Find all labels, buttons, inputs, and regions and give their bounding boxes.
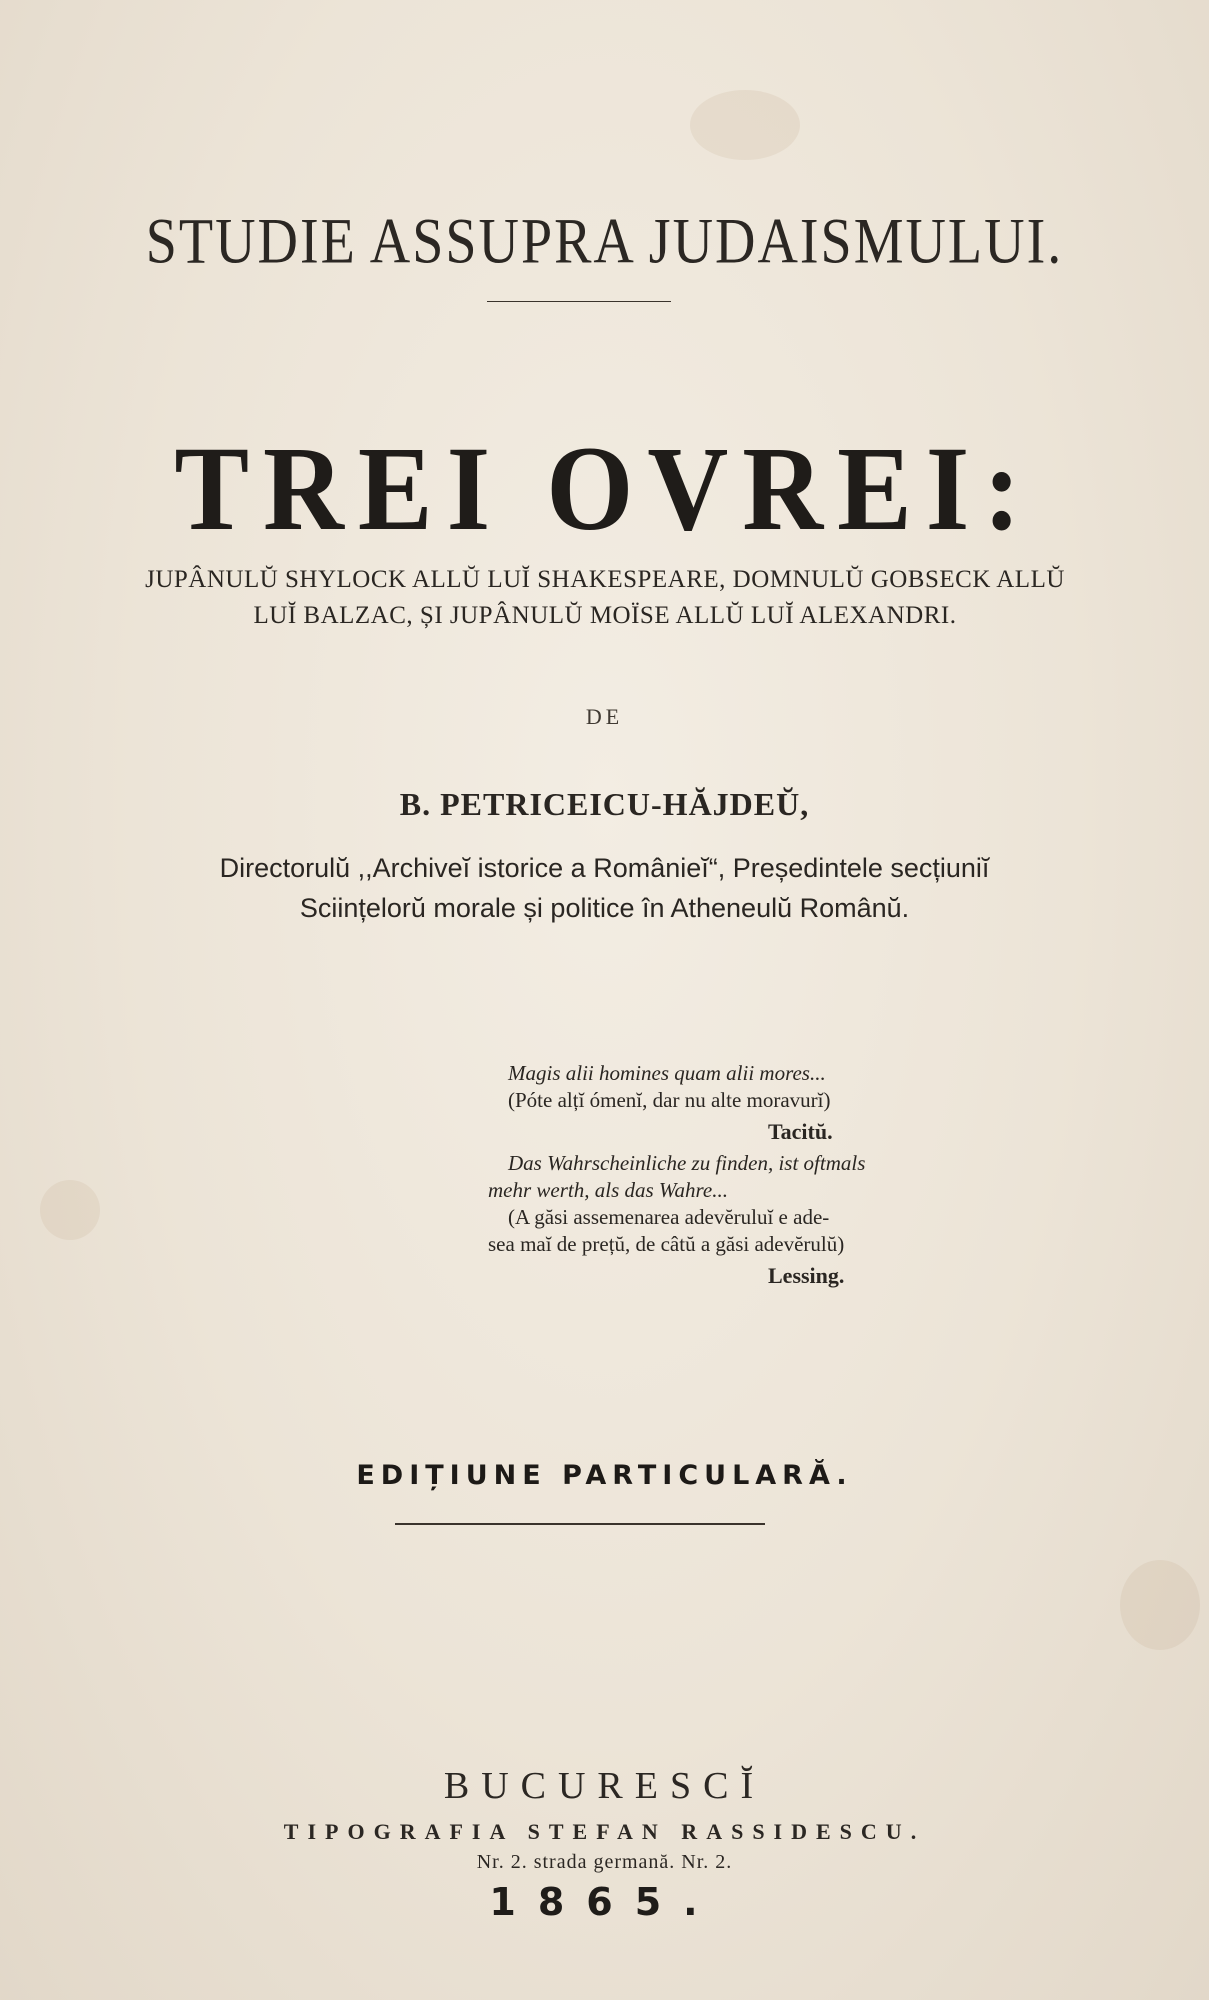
foxing-stain	[690, 90, 800, 160]
series-title: STUDIE ASSUPRA JUDAISMULUI.	[145, 206, 1064, 278]
imprint-printer: TIPOGRAFIA STEFAN RASSIDESCU.	[283, 1819, 926, 1844]
affiliation-line: Sciințelorŭ morale și politice în Atheneulŭ Românŭ.	[299, 893, 910, 923]
author-name: B. PETRICEICU-HĂJDEŬ,	[399, 786, 810, 822]
epigraph-original: mehr werth, als das Wahre...	[488, 1178, 728, 1202]
imprint-city: BUCURESCĬ	[443, 1765, 766, 1807]
epigraph-original: Das Wahrscheinliche zu finden, ist oftmals	[508, 1151, 866, 1175]
imprint-address: Nr. 2. strada germană. Nr. 2.	[476, 1851, 733, 1873]
author-affiliation	[0, 848, 1209, 928]
subtitle-line: JUPÂNULŬ SHYLOCK ALLŬ LUĬ SHAKESPEARE, DOMNULŬ GOBSECK ALLŬ	[145, 566, 1065, 593]
affiliation-line: Directorulŭ ,,Archiveĭ istorice a Românieĭ“, Președintele secțiuniĭ	[219, 853, 990, 883]
subtitle	[105, 562, 1105, 634]
by-label: DE	[585, 704, 624, 729]
edition-label: EDIȚIUNE PARTICULARĂ.	[356, 1460, 853, 1491]
main-title: TREI OVREI:	[174, 422, 1035, 557]
epigraph-original: Magis alii homines quam alii mores...	[508, 1061, 826, 1085]
divider-rule	[487, 301, 671, 302]
epigraph-attribution: Lessing.	[768, 1263, 845, 1288]
epigraph-translation: sea maĭ de prețŭ, de câtŭ a găsi adevĕrulŭ)	[488, 1232, 845, 1256]
epigraph-tacitus	[488, 1060, 1008, 1145]
epigraph-translation: (Póte alțĭ ómenĭ, dar nu alte moravurĭ)	[508, 1088, 831, 1112]
subtitle-line: LUĬ BALZAC, ȘI JUPÂNULŬ MOÏSE ALLŬ LUĬ ALEXANDRI.	[253, 602, 957, 629]
epigraph-translation: (A găsi assemenarea adevĕruluĭ e ade-	[508, 1205, 830, 1229]
epigraph-attribution: Tacitŭ.	[768, 1119, 833, 1144]
foxing-stain	[1120, 1560, 1200, 1650]
epigraph-lessing	[488, 1150, 1008, 1289]
imprint-year: 1865.	[489, 1880, 720, 1924]
foxing-stain	[40, 1180, 100, 1240]
divider-rule	[395, 1523, 765, 1525]
